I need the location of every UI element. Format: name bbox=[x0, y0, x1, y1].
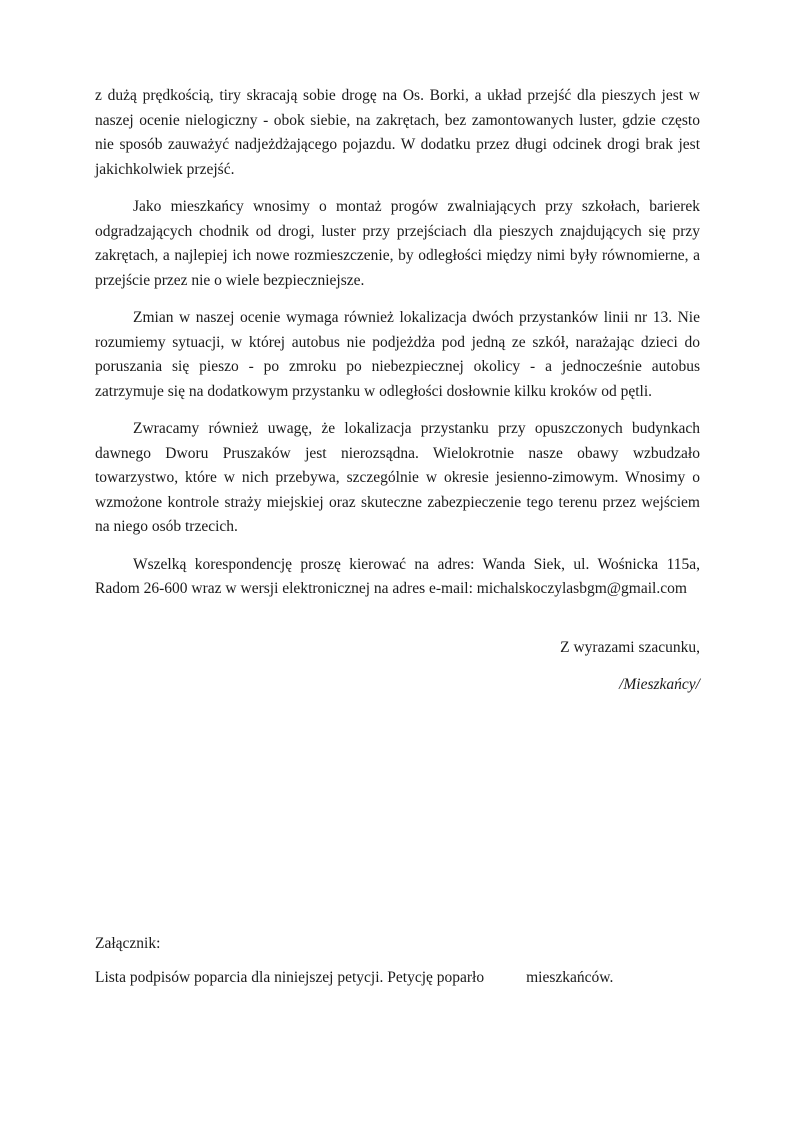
document-body bbox=[95, 0, 700, 991]
paragraph-continuation: z dużą prędkością, tiry skracają sobie drogę na Os. Borki, a układ przejść dla pieszych jest w naszej ocenie nielogiczny - obok siebie, na zakrętach, bez zamontowanych luster, gdzie często nie sposób zauważyć nadjeżdżającego pojazdu. W dodatku przez długi odcinek drogi brak jest jakichkolwiek przejść. bbox=[95, 87, 700, 178]
closing-signature: /Mieszkańcy/ bbox=[619, 676, 700, 693]
attachment-heading: Załącznik: bbox=[95, 934, 161, 952]
attachment-line bbox=[95, 966, 700, 991]
paragraph-abandoned-buildings: Zwracamy również uwagę, że lokalizacja przystanku przy opuszczonych budynkach dawnego Dworu Pruszaków jest nierozsądna. Wielokrotnie nasze obawy wzbudzało towarzystwo, które w nich przebywa, szczególnie w okresie jesienno-zimowym. Wnosimy o wzmożone kontrole straży miejskiej oraz skuteczne zabezpieczenie tego terenu przez wejściem na niego osób trzecich. bbox=[95, 420, 700, 535]
attachment-line-prefix: Lista podpisów poparcia dla niniejszej petycji. Petycję poparło bbox=[95, 969, 485, 986]
closing-salutation: Z wyrazami szacunku, bbox=[560, 638, 700, 656]
paragraph-bus-stops: Zmian w naszej ocenie wymaga również lokalizacja dwóch przystanków linii nr 13. Nie rozumiemy sytuacji, w której autobus nie podjeżdża pod jedną ze szkół, narażając dzieci do poruszania się pieszo - po zmroku po niebezpiecznej okolicy - a jednocześnie autobus zatrzymuje się na dodatkowym przystanku w odległości dosłownie kilku kroków od pętli. bbox=[95, 309, 700, 400]
attachment-line-suffix: mieszkańców. bbox=[526, 969, 614, 986]
paragraph-requests: Jako mieszkańcy wnosimy o montaż progów zwalniających przy szkołach, barierek odgradzających chodnik od drogi, luster przy przejściach dla pieszych znajdujących się przy zakrętach, a najlepiej ich nowe rozmieszczenie, by odległości między nimi były równomierne, a przejście przez nie o wiele bezpieczniejsze. bbox=[95, 198, 700, 289]
closing-block bbox=[95, 636, 700, 698]
paragraph-correspondence-address: Wszelką korespondencję proszę kierować na adres: Wanda Siek, ul. Wośnicka 115a, Radom 26-600 wraz w wersji elektronicznej na adres e-mail: michalskoczylasbgm@gmail.com bbox=[95, 555, 700, 597]
